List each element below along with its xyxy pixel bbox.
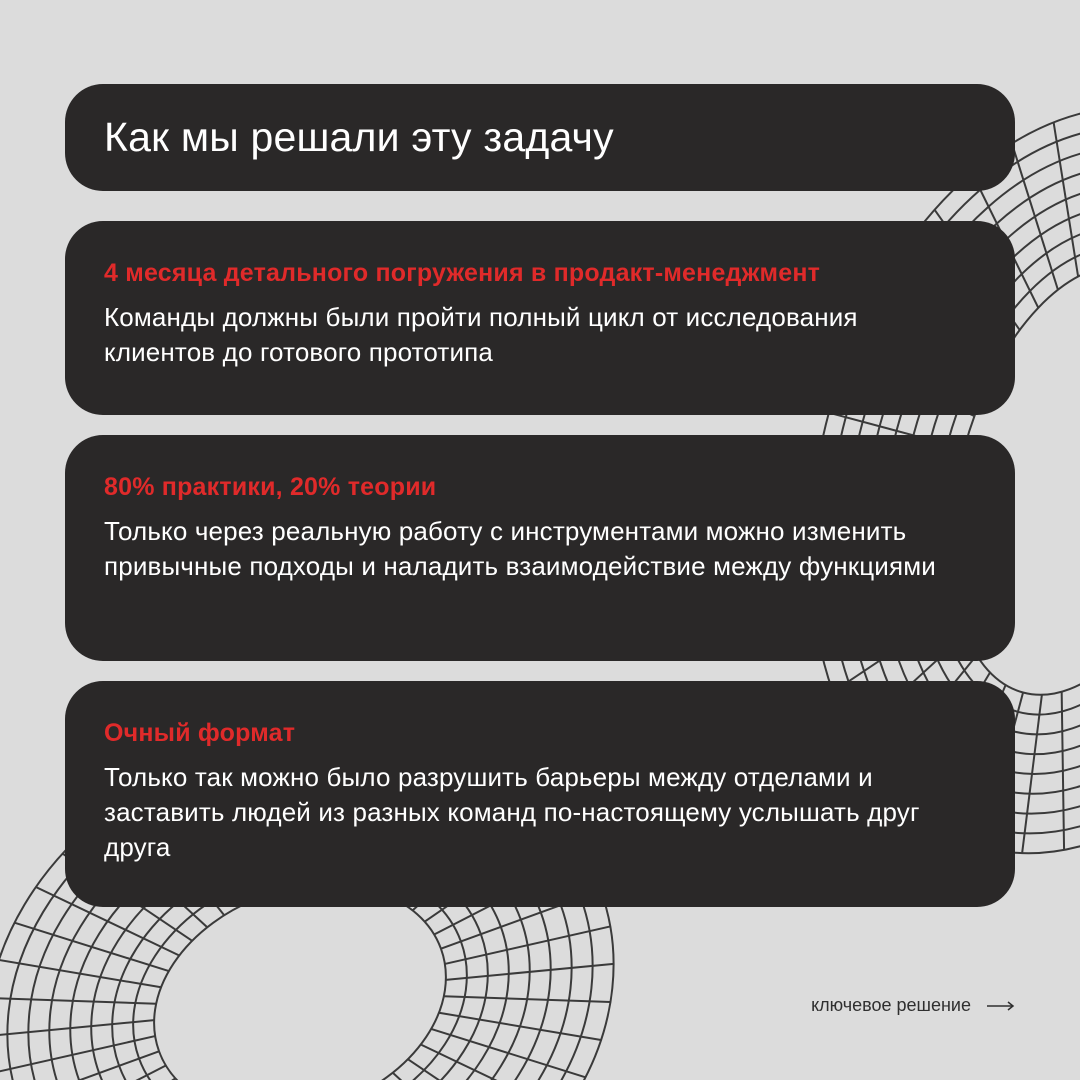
point-body: Только так можно было разрушить барьеры между отделами и заставить людей из разных команд по-настоящему услышать друг друга	[104, 762, 920, 862]
point-heading: 4 месяца детального погружения в продакт-менеджмент	[104, 259, 821, 287]
point-card-1	[65, 221, 1015, 415]
arrow-right-icon	[987, 1001, 1015, 1011]
point-heading: Очный формат	[104, 719, 296, 747]
point-card-2	[65, 435, 1015, 661]
point-heading: 80% практики, 20% теории	[104, 473, 437, 501]
footer-label: ключевое решение	[811, 995, 971, 1015]
point-body: Команды должны были пройти полный цикл от исследования клиентов до готового прототипа	[104, 302, 858, 367]
footer-link[interactable]	[811, 995, 1015, 1016]
point-body: Только через реальную работу с инструментами можно изменить привычные подходы и наладить взаимодействие между функциями	[104, 516, 936, 581]
point-card-3	[65, 681, 1015, 907]
title-card	[65, 84, 1015, 191]
page-title: Как мы решали эту задачу	[104, 114, 614, 160]
